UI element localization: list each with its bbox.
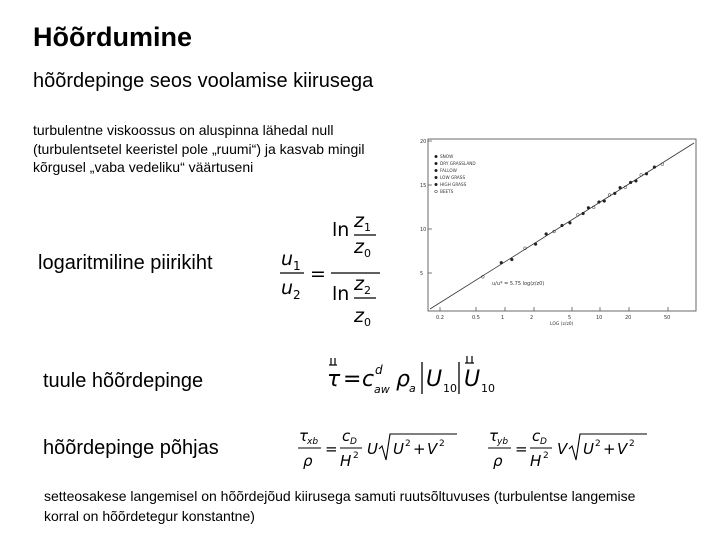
svg-text:0: 0 — [364, 247, 371, 260]
fit-annotation: u/u* = 5.75 log(z/z0) — [492, 281, 545, 287]
svg-text:1: 1 — [364, 221, 371, 234]
data-point — [629, 181, 632, 184]
svg-text:10: 10 — [443, 382, 457, 395]
svg-text:=: = — [515, 440, 528, 458]
y-tick-label: 10 — [420, 227, 427, 233]
data-point — [569, 221, 572, 224]
svg-text:D: D — [540, 437, 547, 447]
svg-text:1: 1 — [293, 259, 301, 273]
data-point — [635, 180, 638, 183]
x-tick-label: 50 — [664, 315, 671, 321]
legend-marker — [435, 190, 438, 193]
svg-text:U: U — [464, 367, 481, 392]
svg-text:+: + — [413, 440, 426, 458]
x-tick-label: 2 — [530, 315, 534, 321]
svg-text:aw: aw — [374, 383, 390, 396]
slide-subtitle: hõõrdepinge seos voolamise kiirusega — [33, 70, 374, 92]
svg-text:c: c — [532, 427, 541, 445]
data-points — [481, 163, 663, 278]
svg-text:ρ: ρ — [303, 452, 313, 470]
svg-text:V: V — [557, 440, 568, 458]
svg-text:V: V — [617, 440, 628, 458]
svg-text:0: 0 — [364, 316, 371, 329]
wind-stress-equation — [326, 352, 526, 400]
svg-text:z: z — [354, 212, 364, 232]
svg-text:xb: xb — [307, 437, 319, 447]
y-tick-label: 15 — [420, 183, 427, 189]
svg-text:2: 2 — [439, 439, 445, 449]
y-tick-label: 5 — [420, 271, 424, 277]
svg-text:ln: ln — [332, 283, 350, 305]
svg-text:ρ: ρ — [396, 367, 410, 392]
data-point — [500, 261, 503, 264]
x-tick-label: 5 — [568, 315, 572, 321]
data-point — [653, 166, 656, 169]
data-point — [587, 206, 590, 209]
x-tick-label: 10 — [596, 315, 603, 321]
svg-text:2: 2 — [595, 439, 601, 449]
legend-marker — [435, 169, 438, 172]
bottom-stress-y-equation — [487, 424, 667, 472]
legend-entry: SNOW — [440, 154, 454, 159]
data-point — [534, 243, 537, 246]
svg-text:=: = — [310, 263, 326, 285]
svg-text:τ: τ — [299, 427, 309, 445]
svg-text:H: H — [340, 452, 352, 470]
y-tick-label: 20 — [420, 139, 427, 145]
svg-text:2: 2 — [364, 284, 371, 297]
legend-entry: BEETS — [440, 189, 454, 194]
data-point — [545, 233, 548, 236]
svg-text:z: z — [354, 236, 364, 258]
svg-text:V: V — [427, 440, 438, 458]
svg-text:2: 2 — [353, 451, 359, 461]
data-point — [603, 200, 606, 203]
svg-text:=: = — [343, 367, 362, 392]
bottom-stress-x-equation — [297, 424, 477, 472]
svg-text:d: d — [375, 363, 383, 377]
svg-text:H: H — [530, 452, 542, 470]
legend-marker — [435, 183, 438, 186]
svg-text:2: 2 — [629, 439, 635, 449]
data-point — [645, 172, 648, 175]
legend-entry: FALLOW — [440, 168, 457, 173]
log-profile-equation — [278, 212, 388, 334]
svg-text:u: u — [281, 277, 294, 299]
data-point — [613, 192, 616, 195]
svg-text:c: c — [362, 367, 375, 392]
wind-stress-label: tuule hõõrdepinge — [43, 370, 204, 392]
x-tick-label: 1 — [501, 315, 505, 321]
legend-marker — [435, 176, 438, 179]
data-point — [598, 201, 601, 204]
wind-profile-chart — [400, 133, 705, 328]
legend-entry: LOW GRASS — [440, 175, 466, 180]
chart-legend — [435, 154, 476, 194]
x-axis-label: LOG (z/z0) — [550, 322, 574, 327]
svg-text:2: 2 — [543, 451, 549, 461]
svg-text:c: c — [342, 427, 351, 445]
svg-text:D: D — [350, 437, 357, 447]
data-point — [561, 224, 564, 227]
log-boundary-layer-label: logaritmiline piirikiht — [38, 252, 213, 274]
svg-text:U: U — [426, 367, 443, 392]
x-tick-label: 0.2 — [436, 315, 444, 321]
svg-text:z: z — [354, 273, 364, 295]
x-axis-ticks — [436, 307, 670, 321]
svg-text:2: 2 — [405, 439, 411, 449]
svg-text:τ: τ — [327, 367, 341, 392]
svg-text:ln: ln — [332, 219, 350, 241]
footer-paragraph: setteosakese langemisel on hõõrdejõud kiirusega samuti ruutsõltuvuses (turbulentse langemise korral on hõõrdetegur konstantne) — [44, 488, 636, 524]
slide-title: Hõõrdumine — [33, 22, 192, 52]
svg-text:τ: τ — [489, 427, 499, 445]
legend-entry: DRY GRASSLAND — [440, 161, 476, 166]
svg-text:u: u — [281, 248, 294, 270]
svg-text:=: = — [325, 440, 338, 458]
svg-text:yb: yb — [497, 437, 509, 447]
legend-entry: HIGH GRASS — [440, 182, 467, 187]
svg-text:2: 2 — [293, 288, 301, 302]
legend-marker — [435, 162, 438, 165]
x-tick-label: 20 — [625, 315, 632, 321]
y-axis-ticks — [420, 139, 432, 277]
legend-marker — [435, 155, 438, 158]
svg-text:z: z — [354, 305, 364, 327]
svg-text:+: + — [603, 440, 616, 458]
data-point — [619, 186, 622, 189]
data-point — [582, 212, 585, 215]
bottom-stress-label: hõõrdepinge põhjas — [43, 437, 219, 459]
svg-text:U: U — [583, 440, 594, 458]
svg-text:U: U — [393, 440, 404, 458]
intro-paragraph: turbulentne viskoossus on aluspinna lähedal null (turbulentsetel keeristel pole „ruumi“) ja kasvab mingil kõrgusel „vaba vedeliku“ väärtuseni — [33, 122, 365, 175]
svg-text:a: a — [409, 382, 416, 395]
svg-text:U: U — [367, 440, 378, 458]
data-point — [510, 258, 513, 261]
svg-text:ρ: ρ — [493, 452, 503, 470]
x-tick-label: 0.5 — [472, 315, 480, 321]
svg-text:10: 10 — [481, 382, 495, 395]
